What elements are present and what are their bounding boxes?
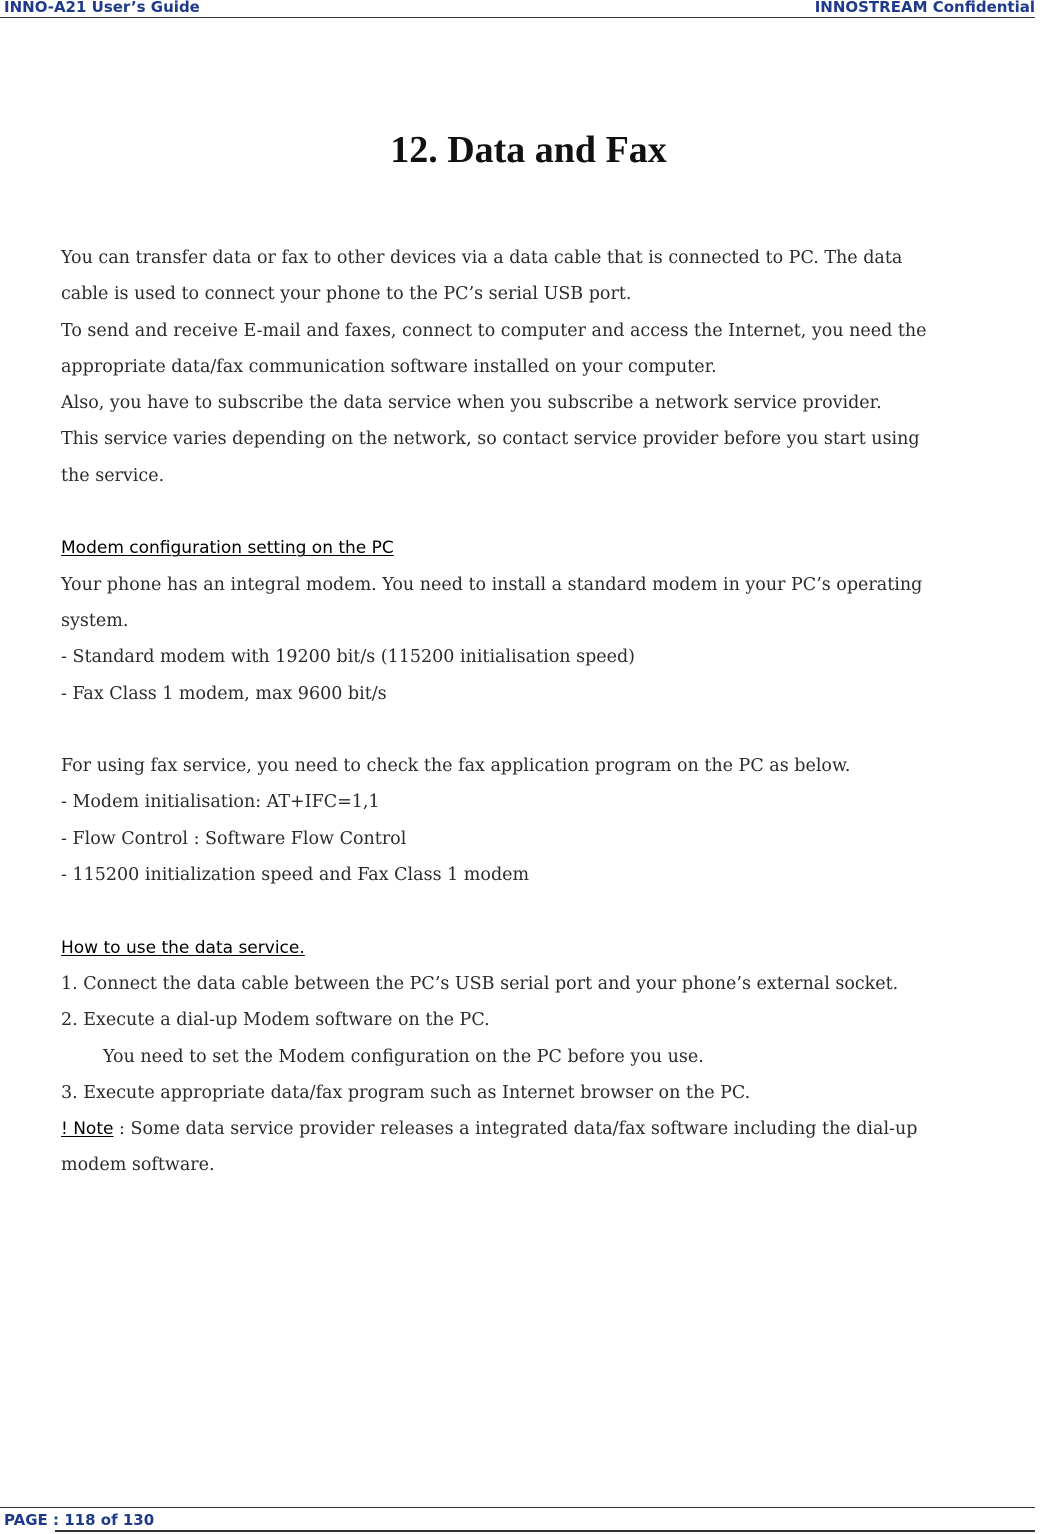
header-confidential: INNOSTREAM Confidential [814, 0, 1035, 16]
fax-line: - 115200 initialization speed and Fax Class 1 modem [61, 865, 530, 886]
note-text: : Some data service provider releases a integrated data/fax software including the dial-up [113, 1119, 918, 1140]
intro-line: To send and receive E-mail and faxes, connect to computer and access the Internet, you need the [61, 320, 927, 341]
modem-line: Your phone has an integral modem. You need to install a standard modem in your PC’s operating [61, 574, 923, 595]
note-label: ! Note [61, 1119, 114, 1140]
step-1: 1. Connect the data cable between the PC’s USB serial port and your phone’s external socket. [61, 973, 899, 994]
page-number: PAGE : 118 of 130 [4, 1511, 155, 1529]
step-2-sub: You need to set the Modem configuration on the PC before you use. [103, 1046, 704, 1067]
modem-section-heading: Modem configuration setting on the PC [61, 538, 394, 559]
header-doc-title: INNO-A21 User’s Guide [4, 0, 200, 16]
page-content [61, 240, 1051, 1184]
intro-line: Also, you have to subscribe the data service when you subscribe a network service provider. [61, 393, 882, 414]
note-line [61, 1111, 1051, 1147]
data-section-heading: How to use the data service. [61, 937, 305, 958]
fax-line: - Flow Control : Software Flow Control [61, 828, 407, 849]
footer-underline [55, 1530, 1035, 1532]
intro-line: You can transfer data or fax to other devices via a data cable that is connected to PC. The data [61, 248, 903, 268]
step-2: 2. Execute a dial-up Modem software on the PC. [61, 1010, 490, 1031]
intro-line: the service. [61, 465, 165, 486]
intro-line: appropriate data/fax communication software installed on your computer. [61, 356, 717, 377]
intro-line: This service varies depending on the network, so contact service provider before you start using [61, 429, 920, 450]
fax-line: For using fax service, you need to check the fax application program on the PC as below. [61, 756, 851, 777]
page-header [0, 0, 1035, 18]
fax-line: - Modem initialisation: AT+IFC=1,1 [61, 792, 380, 813]
intro-line: cable is used to connect your phone to the PC’s serial USB port. [61, 284, 632, 305]
footer-divider [0, 1507, 1035, 1508]
modem-line: - Fax Class 1 modem, max 9600 bit/s [61, 683, 387, 704]
chapter-title: 12. Data and Fax [390, 129, 667, 171]
modem-line: - Standard modem with 19200 bit/s (115200 initialisation speed) [61, 647, 636, 668]
step-3: 3. Execute appropriate data/fax program such as Internet browser on the PC. [61, 1082, 751, 1103]
modem-line: system. [61, 610, 129, 631]
note-line-2: modem software. [61, 1155, 215, 1176]
